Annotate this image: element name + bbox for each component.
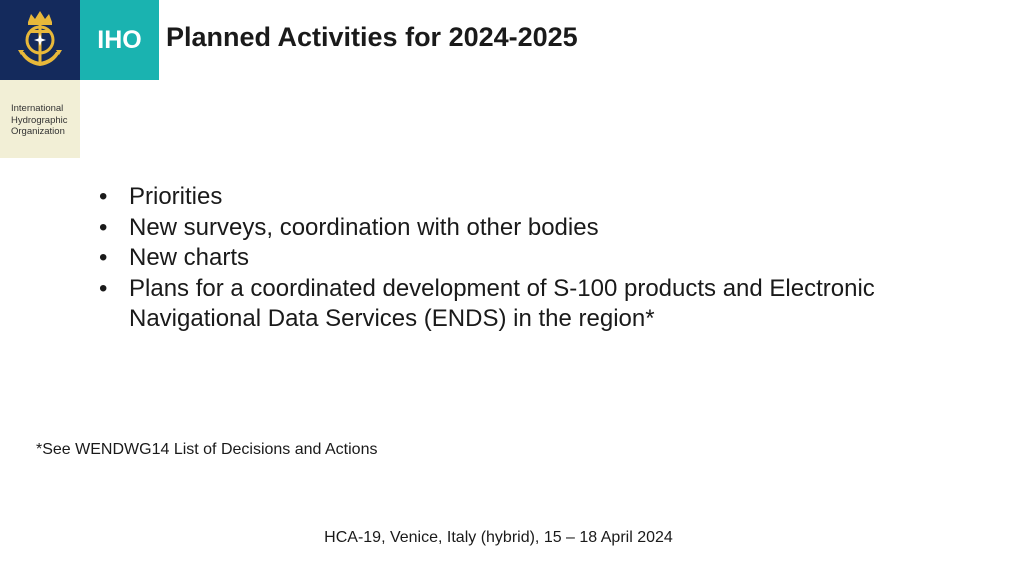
- org-name-line: Organization: [11, 126, 65, 137]
- bullet-text: Plans for a coordinated development of S-100 products and Electronic Navigational Data Services (ENDS) in the region*: [129, 274, 875, 333]
- bullet-item: [99, 182, 979, 213]
- iho-emblem: [0, 0, 80, 80]
- organization-name: [11, 103, 77, 138]
- bullet-marker: •: [99, 213, 108, 241]
- bullet-list: [99, 182, 979, 335]
- bullet-item: [99, 213, 979, 244]
- bullet-text: Priorities: [129, 183, 223, 210]
- footnote: *See WENDWG14 List of Decisions and Actions: [36, 441, 378, 458]
- slide-footer: HCA-19, Venice, Italy (hybrid), 15 – 18 April 2024: [324, 529, 673, 546]
- org-name-line: Hydrographic: [11, 114, 68, 126]
- org-name-line: International: [11, 103, 64, 114]
- bullet-item: [99, 243, 979, 274]
- bullet-marker: •: [99, 183, 108, 210]
- iho-logo-text: IHO: [97, 25, 142, 54]
- bullet-marker: •: [99, 244, 108, 272]
- iho-logo-tile: [80, 0, 159, 80]
- bullet-text: New surveys, coordination with other bodies: [129, 213, 599, 241]
- slide-title: Planned Activities for 2024-2025: [166, 22, 578, 52]
- iho-emblem-icon: [6, 6, 74, 74]
- bullet-item: [99, 274, 979, 335]
- bullet-marker: •: [99, 274, 108, 302]
- bullet-text: New charts: [129, 244, 250, 272]
